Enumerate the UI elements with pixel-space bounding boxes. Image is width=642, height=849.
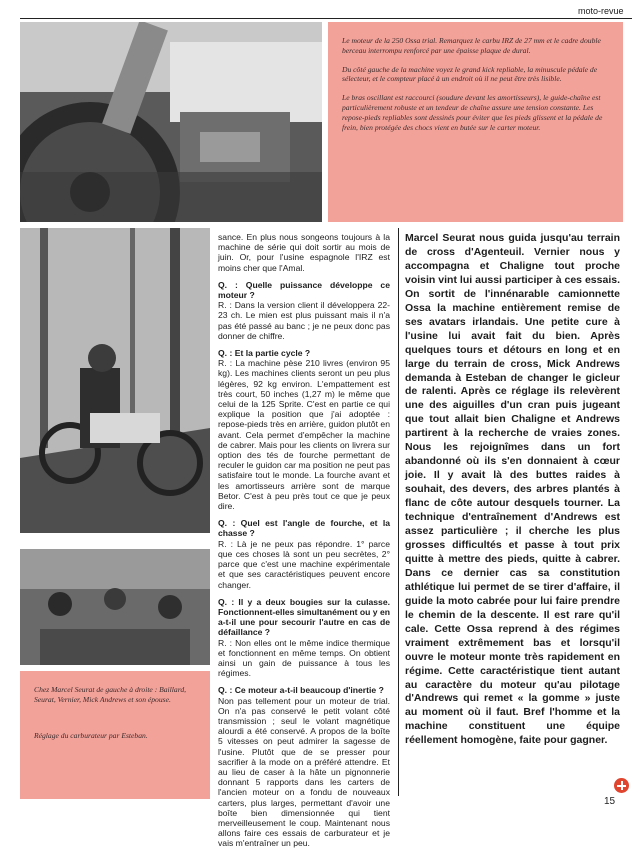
caption-engine: Le moteur de la 250 Ossa trial. Remarquez le carbu IRZ de 27 mm et le cadre double berceau interrompu renforcé par une épaisse plaque de dural. — [342, 36, 601, 55]
interview-answer: R. : La machine pèse 210 livres (environ 95 kg). Les machines clients seront un peu plus légères, 92 kg environ. L'empattement est très court, 50 inches (1,27 m) le même que celui de la 125 Sprite. C'est en partie ce qui explique la position que j'ai adoptée : repose-pieds très en arrière, guidon plutôt en avant. Cela permet d'empêcher la machine de cabrer. Mais pour les clients on livrera sur option des tés de fourche permettant de reculer le guidon car ma position ne peut pas satisfaire tout le monde. La fourche avant et les amortisseurs arrière sont de marque Betor. C'est à peu près tout ce que je peux dire. — [218, 358, 390, 512]
group-photo — [20, 549, 210, 665]
magazine-name: moto-revue — [578, 6, 624, 16]
interview-answer: sance. En plus nous songeons toujours à la machine de série qui doit sortir au mois de juin. Or, pour l'usine espagnole l'IRZ est moins cher que l'Amal. — [218, 232, 390, 273]
interview-column — [218, 232, 390, 849]
interview-answer: R. : Non elles ont le même indice thermique et fonctionnent en même temps. On obtient ainsi un gain de puissance à tous les régimes. — [218, 637, 390, 679]
interview-question: Q. : Ce moteur a-t-il beaucoup d'inertie ? — [218, 685, 384, 696]
interview-question: Q. : Il y a deux bougies sur la culasse. Fonctionnent-elles simultanément ou y en a-t-il une pour secourir l'autre en cas de défaillance ? — [218, 596, 390, 638]
ossa-logo — [614, 778, 629, 793]
interview-answer: Non pas tellement pour un moteur de trial. On n'a pas conservé le petit volant côté transmission ; seul le volant magnétique alourdi a été conservé. A propos de la boîte 5 vitesses on peut admirer la sagesse de l'usine. Plutôt que de se presser pour sacrifier à la mode on a préféré attendre. Et au lieu de caser à la hâte un pignonnerie donnant 5 rapports dans les carters de l'ancien moteur on a fondu de nouveaux carters, plus larges, permettant d'avoir une boîte bien dimensionnée qui tient merveilleusement le coup. Maintenant nous allons faire ces essais de carburateur et je vais m'entraîner un peu. — [218, 695, 390, 849]
interview-question: Q. : Et la partie cycle ? — [218, 348, 311, 359]
report-column: Marcel Seurat nous guida jusqu'au terrain de cross d'Agenteuil. Vernier nous y accompagna et Chaligne tout proche voisin vint lui aussi participer à ces essais. On sortit de l'innénarable camionnette Ossa la machine entièrement remise de ses avatars irlandais. Une petite cure à l'usine lui avait fait du bien. Après quelques tours et détours en long et en large du terrain de cross, Mick Andrews demanda à Esteban de changer le gicleur de ralenti. Après ce réglage ils relevèrent une des aiguilles d'un cran puis jugeant que tout allait bien Chaligne et Andrews partirent à la recherche de vraies zones. Nous les rejoignîmes dans un fort abandonné où ils s'en donnaient à cœur joie. Il y avait là des buttes raides à souhait, des devers, des arbres plantés à flanc de côte autour desquels tourner. La technique d'entraînement d'Andrews est assez particulière ; il cherche les plus grosses difficultés et passe à tout prix quitte à mettre des pieds, quitte à cabrer. Dans ce dernier cas sa constitution athlétique lui permet de se tirer d'affaire, il guide la moto cabrée pour lui faire prendre le chemin de la descente. Il est rare qu'il cale. Cette Ossa reprend à des régimes vraiment extrêmement bas et lorsqu'il ouvre le moteur monte très rapidement en régime. Cette caractéristique tient autant au caractère du moteur qu'au pilotage d'Andrews qui remet « la gomme » juste au moment où il faut. Bref l'homme et la machine constituent une équipe réellement homogène, faite pour gagner. — [405, 232, 620, 747]
logo-cross-v — [621, 781, 623, 790]
page-number: 15 — [604, 796, 616, 807]
group-photo-image — [20, 549, 210, 665]
caption-swingarm: Le bras oscillant est raccourci (soudure devant les amortisseurs), le guide-chaîne est particulièrement robuste et un tendeur de chaîne assure une tension constante. Les repose-pieds repliables sont dessinés pour éviter que les pieds glissent et la pédale de frein, bien protégée des chocs vient en butée sur le carter moteur. — [342, 93, 603, 132]
caption-group: Chez Marcel Seurat de gauche à droite : Baillard, Seurat, Vernier, Mick Andrews et son épouse. — [34, 685, 187, 704]
interview-question: Q. : Quel est l'angle de fourche, et la chasse ? — [218, 518, 390, 539]
rider-photo — [20, 228, 210, 533]
interview-question: Q. : Quelle puissance développe ce moteur ? — [218, 279, 390, 301]
interview-answer: R. : Dans la version client il développera 22-23 ch. Le mien est plus puissant mais il n'a pas été passé au banc ; je ne peux donc pas donner de chiffre. — [218, 300, 390, 341]
caption-carburettor: Réglage du carburateur par Esteban. — [34, 730, 148, 740]
column-divider — [398, 228, 399, 796]
top-caption-box — [328, 22, 623, 222]
rider-photo-image — [20, 228, 210, 533]
caption-left-side: Du côté gauche de la machine voyez le grand kick repliable, la minuscule pédale de sélecteur, et le compteur placé à un endroit où il ne peut être très lisible. — [342, 64, 598, 84]
bottom-caption-box — [20, 671, 210, 799]
interview-answer: R. : Là je ne peux pas répondre. 1° parce que ces choses là sont un peu secrètes, 2° parce que c'est une machine expérimentale et que ses caractéristiques peuvent encore changer. — [218, 538, 390, 590]
header-rule — [20, 18, 632, 19]
engine-photo-image — [20, 22, 322, 222]
engine-photo — [20, 22, 322, 222]
